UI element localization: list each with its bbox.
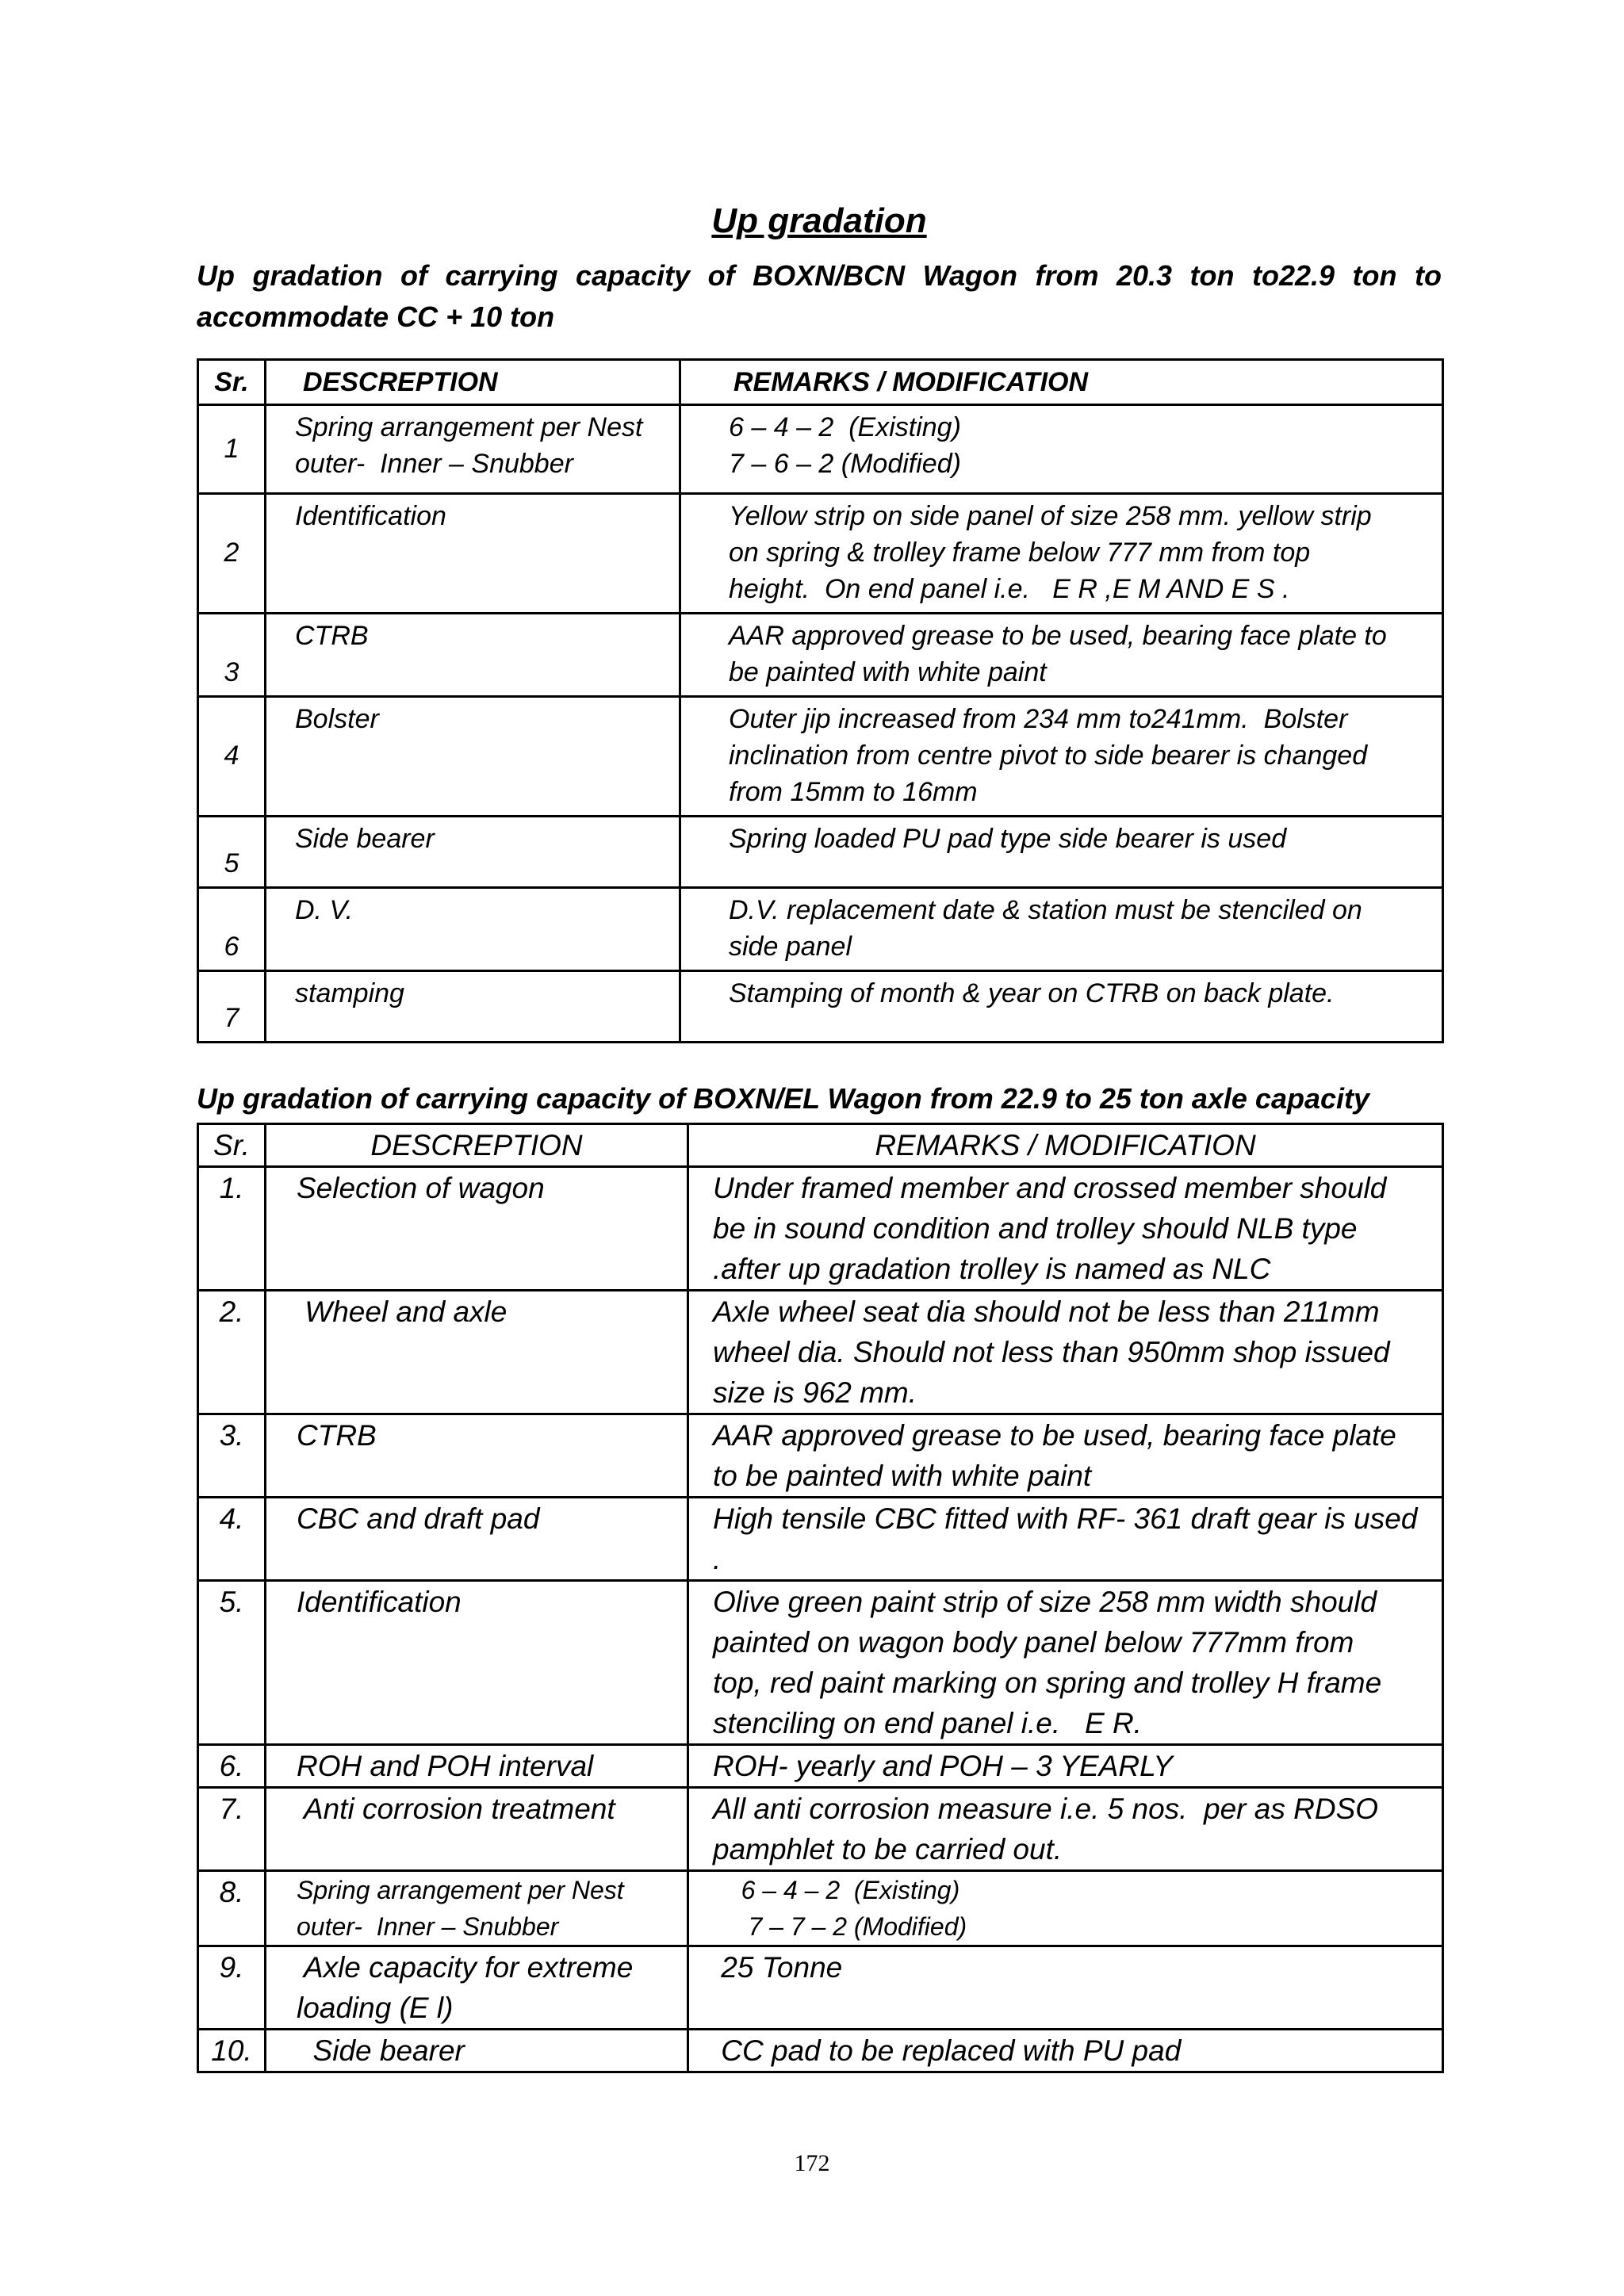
row-number: 4 (198, 697, 266, 817)
row-number: 6 (198, 888, 266, 971)
description-line: Axle capacity for extreme (297, 1951, 634, 1984)
description-line: Bolster (295, 704, 379, 734)
description-line: CTRB (297, 1419, 377, 1452)
remarks-line: Stamping of month & year on CTRB on back plate. (729, 978, 1335, 1008)
table-row (198, 1745, 1443, 1788)
header-sr: Sr. (198, 360, 266, 405)
row-number: 9. (198, 1946, 266, 2030)
remarks-line: AAR approved grease to be used, bearing face plate (713, 1419, 1396, 1452)
description-line: Spring arrangement per Nest (295, 412, 643, 442)
row-remarks (680, 971, 1443, 1043)
header-description: DESCREPTION (266, 360, 680, 405)
table-row (198, 1291, 1443, 1414)
description-line: loading (E l) (297, 1992, 454, 2024)
remarks-line: side panel (729, 932, 852, 962)
description-line: outer- Inner – Snubber (295, 449, 573, 479)
header-description: DESCREPTION (266, 1124, 688, 1167)
description-line: Side bearer (295, 824, 435, 854)
row-description (266, 1788, 688, 1871)
table-row (198, 1871, 1443, 1946)
remarks-line: wheel dia. Should not less than 950mm shop issued (713, 1336, 1390, 1368)
remarks-line: 7 – 6 – 2 (Modified) (729, 449, 961, 479)
remarks-line: Under framed member and crossed member should (713, 1172, 1387, 1204)
remarks-line: 6 – 4 – 2 (Existing) (713, 1876, 960, 1904)
row-description (266, 405, 680, 494)
row-number: 8. (198, 1871, 266, 1946)
row-remarks (688, 1946, 1443, 2030)
row-description (266, 494, 680, 614)
row-remarks (688, 1581, 1443, 1745)
remarks-line: be painted with white paint (729, 657, 1047, 687)
table-row (198, 1946, 1443, 2030)
header-remarks: REMARKS / MODIFICATION (680, 360, 1443, 405)
row-description (266, 1167, 688, 1291)
table-row (198, 405, 1443, 494)
section2-title: Up gradation of carrying capacity of BOXN/EL Wagon from 22.9 to 25 ton axle capacity (197, 1082, 1370, 1115)
table-boxn-bcn (197, 358, 1444, 1043)
row-number: 3 (198, 614, 266, 697)
remarks-line: D.V. replacement date & station must be stenciled on (729, 895, 1362, 925)
remarks-line: pamphlet to be carried out. (713, 1833, 1063, 1866)
remarks-line: top, red paint marking on spring and trolley H frame (713, 1667, 1382, 1699)
remarks-line: AAR approved grease to be used, bearing face plate to (729, 621, 1387, 651)
row-description (266, 1745, 688, 1788)
description-line: Wheel and axle (297, 1295, 508, 1328)
table-row (198, 614, 1443, 697)
remarks-line: height. On end panel i.e. E R ,E M AND E S . (729, 574, 1290, 604)
row-number: 1 (198, 405, 266, 494)
row-remarks (680, 817, 1443, 888)
table-boxn-el (197, 1123, 1444, 2073)
description-line: outer- Inner – Snubber (297, 1912, 559, 1941)
remarks-line: stenciling on end panel i.e. E R. (713, 1707, 1142, 1739)
table-row (198, 697, 1443, 817)
row-number: 2. (198, 1291, 266, 1414)
row-description (266, 1581, 688, 1745)
remarks-line: Spring loaded PU pad type side bearer is used (729, 824, 1287, 854)
page-number: 172 (794, 2150, 830, 2176)
row-description (266, 1414, 688, 1498)
description-line: Identification (297, 1586, 462, 1618)
row-remarks (680, 888, 1443, 971)
table-row (198, 1414, 1443, 1498)
row-number: 7. (198, 1788, 266, 1871)
table-row (198, 971, 1443, 1043)
page-title: Up gradation (711, 201, 927, 240)
row-description (266, 614, 680, 697)
row-remarks (680, 494, 1443, 614)
remarks-line: painted on wagon body panel below 777mm from (713, 1626, 1354, 1659)
description-line: CBC and draft pad (297, 1502, 540, 1535)
header-remarks: REMARKS / MODIFICATION (688, 1124, 1443, 1167)
table-row (198, 1498, 1443, 1581)
remarks-line: 25 Tonne (713, 1951, 843, 1984)
row-remarks (688, 1498, 1443, 1581)
remarks-line: CC pad to be replaced with PU pad (713, 2034, 1182, 2067)
table-row (198, 817, 1443, 888)
description-line: Side bearer (297, 2034, 465, 2067)
row-number: 2 (198, 494, 266, 614)
remarks-line: .after up gradation trolley is named as NLC (713, 1253, 1271, 1285)
row-number: 7 (198, 971, 266, 1043)
section1-title: Up gradation of carrying capacity of BOXN/BCN Wagon from 20.3 ton to22.9 ton to accommodate CC + 10 ton (197, 259, 1442, 333)
row-description (266, 888, 680, 971)
table-row (198, 2030, 1443, 2072)
row-description (266, 1871, 688, 1946)
remarks-line: Axle wheel seat dia should not be less than 211mm (713, 1295, 1380, 1328)
header-sr: Sr. (198, 1124, 266, 1167)
description-line: ROH and POH interval (297, 1750, 594, 1782)
description-line: Anti corrosion treatment (297, 1793, 615, 1825)
row-number: 5. (198, 1581, 266, 1745)
table-row (198, 1167, 1443, 1291)
description-line: Spring arrangement per Nest (297, 1876, 624, 1904)
row-remarks (688, 2030, 1443, 2072)
row-remarks (688, 1745, 1443, 1788)
remarks-line: to be painted with white paint (713, 1460, 1092, 1492)
row-number: 3. (198, 1414, 266, 1498)
row-description (266, 1291, 688, 1414)
remarks-line: Olive green paint strip of size 258 mm width should (713, 1586, 1377, 1618)
description-line: CTRB (295, 621, 369, 651)
remarks-line: inclination from centre pivot to side bearer is changed (729, 740, 1368, 771)
row-number: 10. (198, 2030, 266, 2072)
row-number: 4. (198, 1498, 266, 1581)
description-line: Selection of wagon (297, 1172, 545, 1204)
row-remarks (688, 1167, 1443, 1291)
row-remarks (688, 1871, 1443, 1946)
description-line: Identification (295, 501, 446, 531)
row-remarks (688, 1291, 1443, 1414)
remarks-line: 6 – 4 – 2 (Existing) (729, 412, 961, 442)
table-row (198, 1788, 1443, 1871)
remarks-line: High tensile CBC fitted with RF- 361 draft gear is used (713, 1502, 1418, 1535)
table-row (198, 494, 1443, 614)
row-description (266, 2030, 688, 2072)
row-number: 1. (198, 1167, 266, 1291)
remarks-line: Outer jip increased from 234 mm to241mm. Bolster (729, 704, 1348, 734)
table-row (198, 1581, 1443, 1745)
remarks-line: size is 962 mm. (713, 1376, 917, 1409)
row-remarks (688, 1414, 1443, 1498)
remarks-line: ROH- yearly and POH – 3 YEARLY (713, 1750, 1173, 1782)
row-number: 6. (198, 1745, 266, 1788)
row-description (266, 1498, 688, 1581)
row-description (266, 817, 680, 888)
remarks-line: . (713, 1543, 722, 1575)
remarks-line: Yellow strip on side panel of size 258 mm. yellow strip (729, 501, 1372, 531)
row-remarks (680, 614, 1443, 697)
row-number: 5 (198, 817, 266, 888)
remarks-line: be in sound condition and trolley should NLB type (713, 1212, 1358, 1245)
row-description (266, 971, 680, 1043)
row-remarks (680, 405, 1443, 494)
row-remarks (688, 1788, 1443, 1871)
row-description (266, 1946, 688, 2030)
description-line: D. V. (295, 895, 354, 925)
row-remarks (680, 697, 1443, 817)
description-line: stamping (295, 978, 404, 1008)
remarks-line: on spring & trolley frame below 777 mm from top (729, 538, 1311, 568)
remarks-line: from 15mm to 16mm (729, 777, 978, 807)
remarks-line: All anti corrosion measure i.e. 5 nos. per as RDSO (713, 1793, 1379, 1825)
table-row (198, 888, 1443, 971)
document-page (197, 198, 1442, 2073)
row-description (266, 697, 680, 817)
remarks-line: 7 – 7 – 2 (Modified) (713, 1912, 967, 1941)
